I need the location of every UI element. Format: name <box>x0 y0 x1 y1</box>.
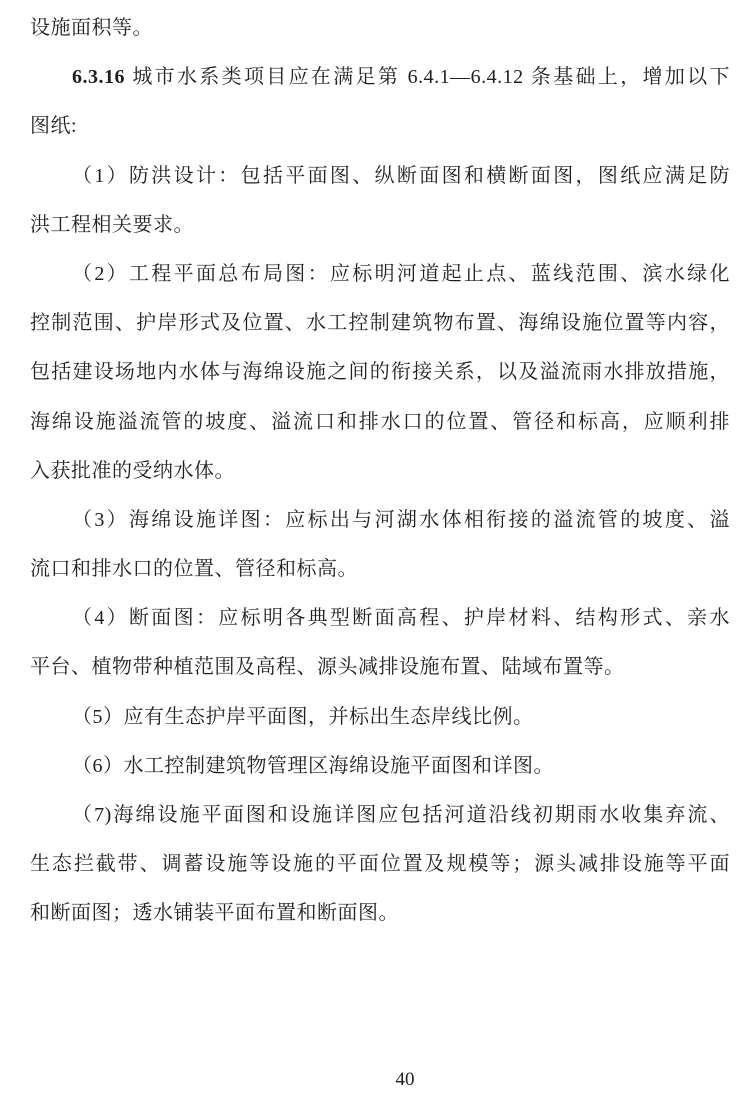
section-heading-text: 城市水系类项目应在满足第 6.4.1—6.4.12 条基础上，增加以下 <box>125 66 730 89</box>
item-4-line-1: （4）断面图：应标明各典型断面高程、护岸材料、结构形式、亲水 <box>72 607 730 630</box>
item-7-line-1: （7)海绵设施平面图和设施详图应包括河道沿线初期雨水收集弃流、 <box>72 804 730 826</box>
item-6-line: （6）水工控制建筑物管理区海绵设施平面图和详图。 <box>72 754 554 777</box>
item-4-line-2: 平台、植物带种植范围及高程、源头减排设施布置、陆域布置等。 <box>30 656 625 679</box>
item-2-line-5: 入获批准的受纳水体。 <box>30 459 235 482</box>
item-3-line-2: 流口和排水口的位置、管径和标高。 <box>30 558 358 581</box>
item-2-line-1: （2）工程平面总布局图：应标明河道起止点、蓝线范围、滨水绿化 <box>72 262 730 285</box>
item-5-line: （5）应有生态护岸平面图，并标出生态岸线比例。 <box>72 705 534 728</box>
page-number: 40 <box>395 1069 415 1090</box>
item-2-line-2: 控制范围、护岸形式及位置、水工控制建筑物布置、海绵设施位置等内容， <box>30 312 730 335</box>
document-body <box>30 4 730 939</box>
section-heading-line <box>30 53 730 102</box>
item-2-line-4: 海绵设施溢流管的坡度、溢流口和排水口的位置、管径和标高，应顺利排 <box>30 410 730 433</box>
section-heading-wrap-line: 图纸: <box>30 115 78 138</box>
item-2-line-3: 包括建设场地内水体与海绵设施之间的衔接关系，以及溢流雨水排放措施， <box>30 361 730 384</box>
item-7-line-2: 生态拦截带、调蓄设施等设施的平面位置及规模等；源头减排设施等平面 <box>30 853 730 876</box>
item-7-line-3: 和断面图；透水铺装平面布置和断面图。 <box>30 902 399 925</box>
text-line-continuation: 设施面积等。 <box>30 17 153 39</box>
section-number: 6.3.16 <box>72 66 125 89</box>
item-1-line-2: 洪工程相关要求。 <box>30 213 194 236</box>
item-1-line-1: （1）防洪设计：包括平面图、纵断面图和横断面图，图纸应满足防 <box>72 164 730 187</box>
item-3-line-1: （3）海绵设施详图：应标出与河湖水体相衔接的溢流管的坡度、溢 <box>72 508 730 531</box>
